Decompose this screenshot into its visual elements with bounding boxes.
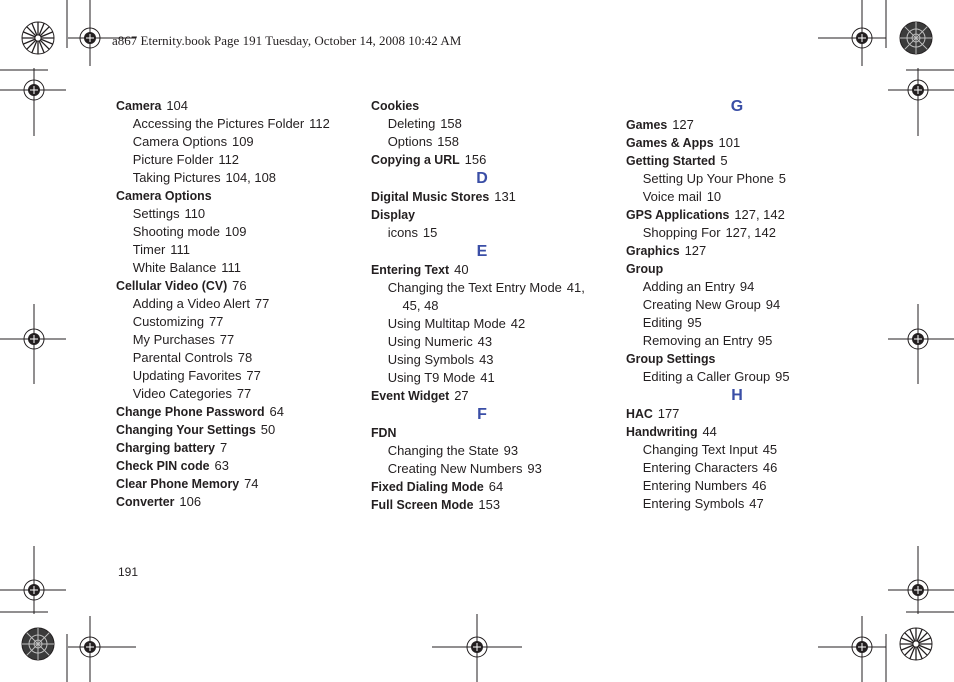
index-term: Settings	[132, 206, 180, 221]
index-page-ref: 77	[246, 368, 261, 383]
index-page-ref: 95	[687, 315, 702, 330]
index-subentry	[116, 349, 352, 367]
index-entry	[371, 424, 607, 442]
index-term: Charging battery	[116, 441, 216, 455]
index-page-ref: 45	[762, 442, 778, 457]
index-term: Graphics	[626, 244, 680, 258]
index-page-ref: 112	[309, 116, 330, 131]
index-page-ref: 76	[232, 278, 247, 293]
index-term: Using Multitap Mode	[387, 316, 506, 331]
index-term: Accessing the Pictures Folder	[132, 116, 305, 131]
index-subentry	[626, 495, 862, 513]
index-page-ref: 127	[684, 243, 707, 258]
index-term: Shooting mode	[132, 224, 220, 239]
index-page-ref: 131	[494, 189, 516, 204]
index-page-ref: 93	[527, 461, 542, 476]
index-entry	[116, 277, 352, 295]
index-term: FDN	[371, 426, 397, 440]
index-term: My Purchases	[132, 332, 215, 347]
index-entry	[371, 97, 607, 115]
index-subentry	[116, 331, 352, 349]
index-term: Games & Apps	[626, 136, 714, 150]
index-page-ref: 158	[440, 116, 462, 131]
index-term: Shopping For	[642, 225, 721, 240]
index-entry	[371, 496, 607, 514]
index-page-ref: 43	[477, 334, 493, 349]
index-subentry	[116, 151, 352, 169]
index-page-ref: 47	[749, 496, 764, 511]
index-subentry	[116, 133, 352, 151]
index-term: icons	[387, 225, 418, 240]
index-entry	[371, 387, 607, 405]
index-page-ref: 5	[720, 153, 728, 168]
index-term: Setting Up Your Phone	[642, 171, 774, 186]
index-term: Digital Music Stores	[371, 190, 490, 204]
index-subentry	[116, 205, 352, 223]
index-entry	[371, 261, 607, 279]
index-subentry	[626, 459, 862, 477]
index-subentry	[116, 223, 352, 241]
index-subentry	[116, 367, 352, 385]
index-page-ref: 153	[478, 497, 501, 512]
index-term: Updating Favorites	[132, 368, 242, 383]
index-term: Entering Text	[371, 263, 450, 277]
index-page-ref: 127, 142	[725, 225, 776, 240]
index-page-ref: 7	[219, 440, 228, 455]
index-term: Removing an Entry	[642, 333, 753, 348]
index-entry	[371, 478, 607, 496]
index-subentry	[371, 315, 607, 333]
index-subentry	[626, 314, 862, 332]
index-term: Full Screen Mode	[371, 498, 474, 512]
index-term: Group	[626, 262, 664, 276]
index-letter-heading: E	[476, 243, 488, 260]
index-subentry	[116, 385, 352, 403]
index-term: Parental Controls	[132, 350, 233, 365]
index-entry	[116, 403, 352, 421]
index-term: Handwriting	[626, 425, 698, 439]
index-page-ref: 101	[718, 135, 741, 150]
index-term: Voice mail	[642, 189, 702, 204]
index-page-ref: 93	[503, 443, 519, 458]
index-term: White Balance	[132, 260, 217, 275]
index-term: Event Widget	[371, 389, 450, 403]
index-entry	[116, 493, 352, 511]
index-subentry	[116, 313, 352, 331]
index-entry	[116, 421, 352, 439]
index-subentry	[371, 333, 607, 351]
index-term: Entering Characters	[642, 460, 758, 475]
index-page-ref: 112	[218, 152, 239, 167]
index-subentry	[116, 295, 352, 313]
index-page-ref: 94	[765, 297, 781, 312]
index-page-ref: 177	[657, 406, 680, 421]
index-term: Cellular Video (CV)	[116, 279, 228, 293]
index-entry	[116, 97, 352, 115]
index-page-ref: 127, 142	[734, 207, 785, 222]
index-term: Group Settings	[626, 352, 716, 366]
index-term: Editing a Caller Group	[642, 369, 771, 384]
index-page-ref: 64	[488, 479, 504, 494]
index-term: Getting Started	[626, 154, 716, 168]
index-term: Changing Text Input	[642, 442, 758, 457]
index-subentry	[626, 441, 862, 459]
index-page-ref: 77	[236, 386, 252, 401]
index-term: Converter	[116, 495, 175, 509]
index-term: Options	[387, 134, 433, 149]
index-subentry	[371, 297, 607, 315]
index-page-ref: 40	[454, 262, 469, 277]
index-page-ref: 109	[224, 224, 247, 239]
index-term: Entering Numbers	[642, 478, 748, 493]
index-entry	[626, 350, 862, 368]
index-term: Using Numeric	[387, 334, 473, 349]
index-letter-heading: F	[477, 406, 487, 423]
index-subentry	[371, 351, 607, 369]
index-page-ref: 111	[221, 260, 241, 275]
index-page-ref: 104, 108	[225, 170, 276, 185]
index-term: Copying a URL	[371, 153, 460, 167]
index-term: Picture Folder	[132, 152, 214, 167]
index-page-ref: 158	[437, 134, 459, 149]
index-term: Adding an Entry	[642, 279, 735, 294]
index-term: Fixed Dialing Mode	[371, 480, 484, 494]
index-page-ref: 50	[260, 422, 276, 437]
index-page-ref: 106	[179, 494, 202, 509]
index-subentry	[371, 133, 607, 151]
index-subentry	[371, 224, 607, 242]
index-term: Using Symbols	[387, 352, 475, 367]
index-page-ref: 27	[454, 388, 469, 403]
index-term: GPS Applications	[626, 208, 730, 222]
index-page-ref: 127	[672, 117, 694, 132]
index-term: HAC	[626, 407, 653, 421]
index-page-ref: 110	[184, 206, 206, 221]
index-page-ref: 95	[757, 333, 773, 348]
index-entry	[626, 260, 862, 278]
index-page-ref: 78	[237, 350, 253, 365]
index-term: Customizing	[132, 314, 205, 329]
index-column-2	[371, 97, 611, 514]
index-term: Adding a Video Alert	[132, 296, 250, 311]
index-term: Display	[371, 208, 416, 222]
index-term: Clear Phone Memory	[116, 477, 240, 491]
index-page-ref: 77	[208, 314, 224, 329]
index-page-ref: 156	[464, 152, 487, 167]
index-subentry	[626, 332, 862, 350]
index-term: Change Phone Password	[116, 405, 265, 419]
index-entry	[116, 475, 352, 493]
index-page-ref: 109	[232, 134, 254, 149]
index-term: Cookies	[371, 99, 420, 113]
index-page-ref: 94	[739, 279, 755, 294]
index-subentry	[371, 115, 607, 133]
index-entry	[371, 151, 607, 169]
index-term: Video Categories	[132, 386, 232, 401]
index-page-ref: 111	[170, 242, 190, 257]
index-subentry	[626, 477, 862, 495]
index-term: Creating New Group	[642, 297, 761, 312]
index-entry	[116, 439, 352, 457]
index-subentry	[626, 278, 862, 296]
index-subentry	[371, 279, 607, 297]
index-term: Check PIN code	[116, 459, 210, 473]
index-subentry	[371, 442, 607, 460]
index-page-ref: 45, 48	[402, 298, 439, 313]
index-subentry	[626, 224, 862, 242]
index-term: Entering Symbols	[642, 496, 745, 511]
index-subentry	[626, 368, 862, 386]
index-letter-heading: D	[476, 170, 488, 187]
index-entry	[116, 457, 352, 475]
index-subentry	[371, 460, 607, 478]
page-number: 191	[118, 565, 139, 579]
index-column-1	[116, 97, 356, 511]
index-entry	[371, 206, 607, 224]
index-entry	[626, 242, 862, 260]
index-column-3	[626, 97, 866, 513]
index-page-ref: 42	[510, 316, 526, 331]
index-page-ref: 77	[219, 332, 235, 347]
index-page-ref: 46	[762, 460, 778, 475]
index-subentry	[626, 170, 862, 188]
index-page-ref: 46	[752, 478, 767, 493]
index-term: Editing	[642, 315, 683, 330]
index-term: Camera	[116, 99, 162, 113]
index-subentry	[626, 188, 862, 206]
index-page-ref: 43	[479, 352, 494, 367]
index-term: Taking Pictures	[132, 170, 221, 185]
index-entry	[116, 187, 352, 205]
index-term: Changing Your Settings	[116, 423, 256, 437]
index-page-ref: 74	[244, 476, 259, 491]
print-header: a867 Eternity.book Page 191 Tuesday, October 14, 2008 10:42 AM	[112, 33, 462, 48]
index-term: Games	[626, 118, 668, 132]
index-letter-heading: G	[730, 98, 744, 115]
index-entry	[626, 116, 862, 134]
index-subentry	[371, 369, 607, 387]
index-subentry	[116, 259, 352, 277]
index-term: Changing the State	[387, 443, 499, 458]
index-page-ref: 10	[706, 189, 722, 204]
index-term: Deleting	[387, 116, 436, 131]
index-subentry	[116, 115, 352, 133]
index-term: Creating New Numbers	[387, 461, 523, 476]
index-page-ref: 63	[214, 458, 229, 473]
index-page-ref: 64	[269, 404, 284, 419]
index-subentry	[116, 241, 352, 259]
index-page-ref: 95	[775, 369, 790, 384]
index-entry	[626, 405, 862, 423]
index-letter-heading: H	[731, 387, 743, 404]
index-entry	[626, 152, 862, 170]
index-entry	[626, 423, 862, 441]
index-term: Camera Options	[116, 189, 212, 203]
index-entry	[626, 206, 862, 224]
index-term: Timer	[132, 242, 166, 257]
index-term: Using T9 Mode	[387, 370, 476, 385]
index-page-ref: 77	[254, 296, 270, 311]
index-term: Camera Options	[132, 134, 228, 149]
index-subentry	[116, 169, 352, 187]
index-entry	[626, 134, 862, 152]
index-page-ref: 5	[778, 171, 787, 186]
index-page-ref: 15	[422, 225, 438, 240]
index-page-ref: 44	[702, 424, 717, 439]
index-term: Changing the Text Entry Mode	[387, 280, 562, 295]
index-page-ref: 41,	[566, 280, 585, 295]
index-entry	[371, 188, 607, 206]
index-subentry	[626, 296, 862, 314]
index-page-ref: 41	[480, 370, 495, 385]
index-page-ref: 104	[166, 98, 188, 113]
